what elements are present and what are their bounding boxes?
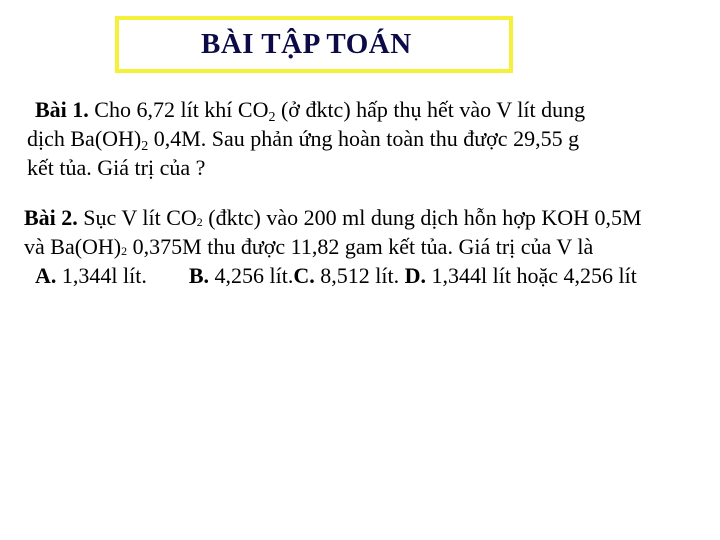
option-c-text: 8,512 lít. xyxy=(314,263,400,288)
problem-2-line-2 xyxy=(24,232,642,261)
problem-1-text-1: Cho 6,72 lít khí CO xyxy=(88,97,269,122)
problem-1-line-1 xyxy=(27,95,585,124)
option-b-label: B. xyxy=(188,263,210,288)
answer-options xyxy=(24,261,642,290)
problem-2-text-2: và Ba(OH) xyxy=(24,234,122,259)
problem-1 xyxy=(27,95,585,182)
subscript: 2 xyxy=(196,215,203,229)
page-title: BÀI TẬP TOÁN xyxy=(201,28,412,60)
problem-1-text-2b: 0,4M. Sau phản ứng hoàn toàn thu được 29,55 g xyxy=(148,126,580,151)
problem-2-text-1b: (đktc) vào 200 ml dung dịch hỗn hợp KOH 0,5M xyxy=(202,205,642,230)
problem-1-line-3 xyxy=(27,153,585,182)
problem-1-text-1b: (ở đktc) hấp thụ hết vào V lít dung xyxy=(275,97,586,122)
problem-1-text-2: dịch Ba(OH) xyxy=(27,126,142,151)
problem-1-text-3: kết tủa. Giá trị của ? xyxy=(27,155,206,180)
option-a-text: 1,344l lít. xyxy=(56,263,147,288)
option-c-label: C. xyxy=(293,263,315,288)
problem-2-line-1 xyxy=(24,203,642,232)
problem-2 xyxy=(24,203,642,290)
subscript: 2 xyxy=(141,139,149,154)
option-a-label: A. xyxy=(35,263,57,288)
problem-2-text-2b: 0,375M thu được 11,82 gam kết tủa. Giá trị của V là xyxy=(127,234,594,259)
problem-1-line-2 xyxy=(27,124,585,153)
subscript: 2 xyxy=(121,244,128,258)
problem-2-label: Bài 2. xyxy=(24,205,78,230)
problem-2-text-1: Sục V lít CO xyxy=(77,205,197,230)
subscript: 2 xyxy=(268,110,276,125)
option-d-label: D. xyxy=(404,263,426,288)
option-b-text: 4,256 lít. xyxy=(209,263,294,288)
option-d-text: 1,344l lít hoặc 4,256 lít xyxy=(426,263,637,288)
problem-1-label: Bài 1. xyxy=(35,97,89,122)
